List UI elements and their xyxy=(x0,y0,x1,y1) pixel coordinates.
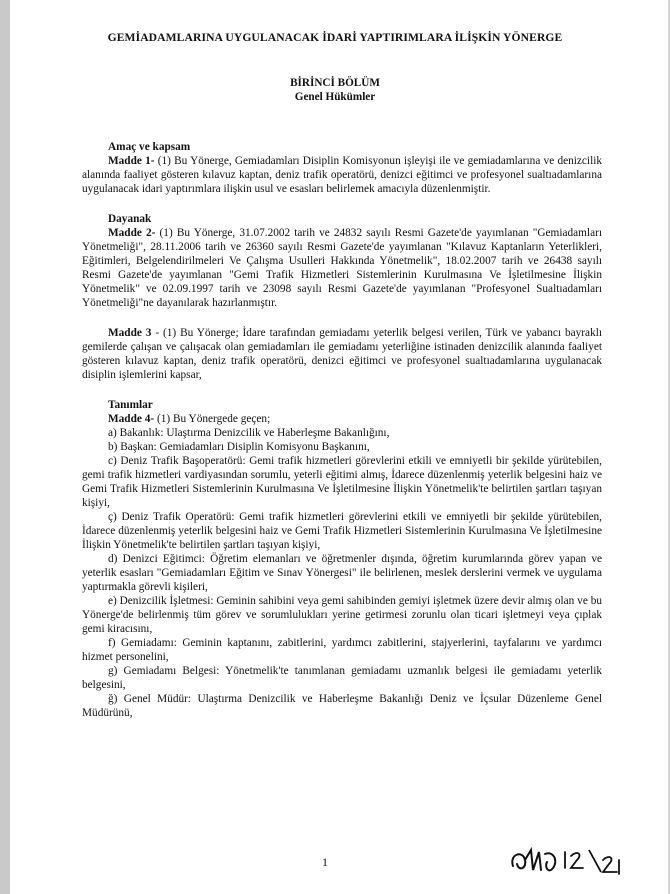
madde-3-label: Madde 3 xyxy=(108,327,152,339)
madde-3 xyxy=(82,326,602,382)
definition-c: c) Deniz Trafik Başoperatörü: Gemi trafik hizmetleri görevlerini etkili ve emniyetli bir şekilde yürütebilen, gemi trafik hizmetleri vardiyasından sorumlu, yeterli eğitimi almış, İdarece düzenlenmiş yeterlik belgesini haiz ve Gemi Trafik Hizmetleri Sistemlerinin Kurulmasına Ve İşletilmesine İlişkin Yönetmelik'te belirtilen şartları taşıyan kişiyi, xyxy=(82,455,602,509)
definition-a: a) Bakanlık: Ulaştırma Denizcilik ve Haberleşme Bakanlığını, xyxy=(108,427,390,439)
heading-tanimlar: Tanımlar xyxy=(108,399,153,411)
section-subtitle: Genel Hükümler xyxy=(294,91,376,103)
definition-f: f) Gemiadamı: Geminin kaptanını, zabitlerini, yardımcı zabitlerini, stajyerlerini, tayfalarını ve yardımcı hizmet personelini, xyxy=(82,637,602,663)
heading-dayanak: Dayanak xyxy=(108,213,152,225)
document-body xyxy=(82,140,602,720)
madde-2-text: (1) Bu Yönerge, 31.07.2002 tarih ve 24832 sayılı Resmi Gazete'de yayımlanan "Gemiadamları Yönetmeliği", 28.11.2006 tarih ve 26360 sayılı Resmi Gazete'de yayımlanan "Kılavuz Kaptanların Yeterlikleri, Eğitimleri, Belgelendirilmeleri Ve Çalışma Usulleri Hakkında Yönetmelik", 18.02.2007 tarih ve 26438 sayılı Resmi Gazete'de yayımlanan "Gemi Trafik Hizmetleri Sistemlerinin Kurulmasına Ve İşletilmesine İlişkin Yönetmelik" ve 02.09.1997 tarih ve 23098 sayılı Resmi Gazete'de yayımlanan "Profesyonel Sualtıadamları Yönetmeliği"ne dayanılarak hazırlanmıştır. xyxy=(82,227,602,309)
definition-gg: ğ) Genel Müdür: Ulaştırma Denizcilik ve Haberleşme Bakanlığı Deniz ve İçsular Düzenleme Genel Müdürünü, xyxy=(82,693,602,719)
definition-cc: ç) Deniz Trafik Operatörü: Gemi trafik hizmetleri görevlerini etkili ve emniyetli bir şekilde yürütebilen, İdarece düzenlenmiş yeterlik belgesini haiz ve Gemi Trafik Hizmetleri Sistemlerinin Kurulmasına Ve İşletilmesine İlişkin Yönetmelik'te belirtilen şartları taşıyan kişiyi, xyxy=(82,511,602,551)
madde-1 xyxy=(82,154,602,196)
madde-4 xyxy=(82,412,602,426)
definition-e: e) Denizcilik İşletmesi: Geminin sahibini veya gemi sahibinden gemiyi işletmek üzere devir almış olan ve bu Yönerge'de belirlenmiş tüm görev ve sorumlulukları yerine getirmesi zorunlu olan ticari işletmeyi veya çıplak gemi kiracısını, xyxy=(82,595,602,635)
scan-left-edge xyxy=(0,0,10,894)
definition-g: g) Gemiadamı Belgesi: Yönetmelik'te tanımlanan gemiadamı uzmanlık belgesi ile gemiadamı yeterlik belgesini, xyxy=(82,665,602,691)
madde-1-label: Madde 1- xyxy=(108,155,155,167)
section-title: BİRİNCİ BÖLÜM xyxy=(290,77,380,89)
madde-1-text: (1) Bu Yönerge, Gemiadamları Disiplin Komisyonun işleyişi ile ve gemiadamlarına ve denizcilik alanında faaliyet gösteren kılavuz kaptan, deniz trafik operatörü, denizci eğitimci ve profesyonel sualtıadamlarına uygulanacak idari yaptırımlara ilişkin usul ve esasları belirlemek amacıyla düzenlenmiştir. xyxy=(82,155,602,195)
heading-amac: Amaç ve kapsam xyxy=(108,141,191,153)
page-number: 1 xyxy=(322,855,328,869)
madde-4-text: (1) Bu Yönergede geçen; xyxy=(154,413,271,425)
handwritten-signature xyxy=(505,842,625,882)
definition-b: b) Başkan: Gemiadamları Disiplin Komisyonu Başkanını, xyxy=(108,441,370,453)
madde-2 xyxy=(82,226,602,310)
madde-3-text: - (1) Bu Yönerge; İdare tarafından gemiadamı yeterlik belgesi verilen, Türk ve yabancı bayraklı gemilerde çalışan ve çalışacak olan gemiadamları ile gemiadamı yeterliğine istinaden denizcilik alanında faaliyet gösteren kılavuz kaptan, deniz trafik operatörü, denizci eğitimci ve profesyonel sualtıadamlarına uygulanacak disiplin işlemlerini kapsar, xyxy=(82,327,602,381)
madde-2-label: Madde 2- xyxy=(108,227,156,239)
definition-d: d) Denizci Eğitimci: Öğretim elemanları ve öğretmenler dışında, öğretim kurumlarında görev yapan ve yeterlik esasları "Gemiadamları Eğitim ve Sınav Yönergesi" ile belirlenen, meslek derslerini vermek ve uygulama yaptırmakla görevli kişileri, xyxy=(82,553,602,593)
document-title: GEMİADAMLARINA UYGULANACAK İDARİ YAPTIRIMLARA İLİŞKİN YÖNERGE xyxy=(107,31,563,44)
madde-4-label: Madde 4- xyxy=(108,413,155,425)
